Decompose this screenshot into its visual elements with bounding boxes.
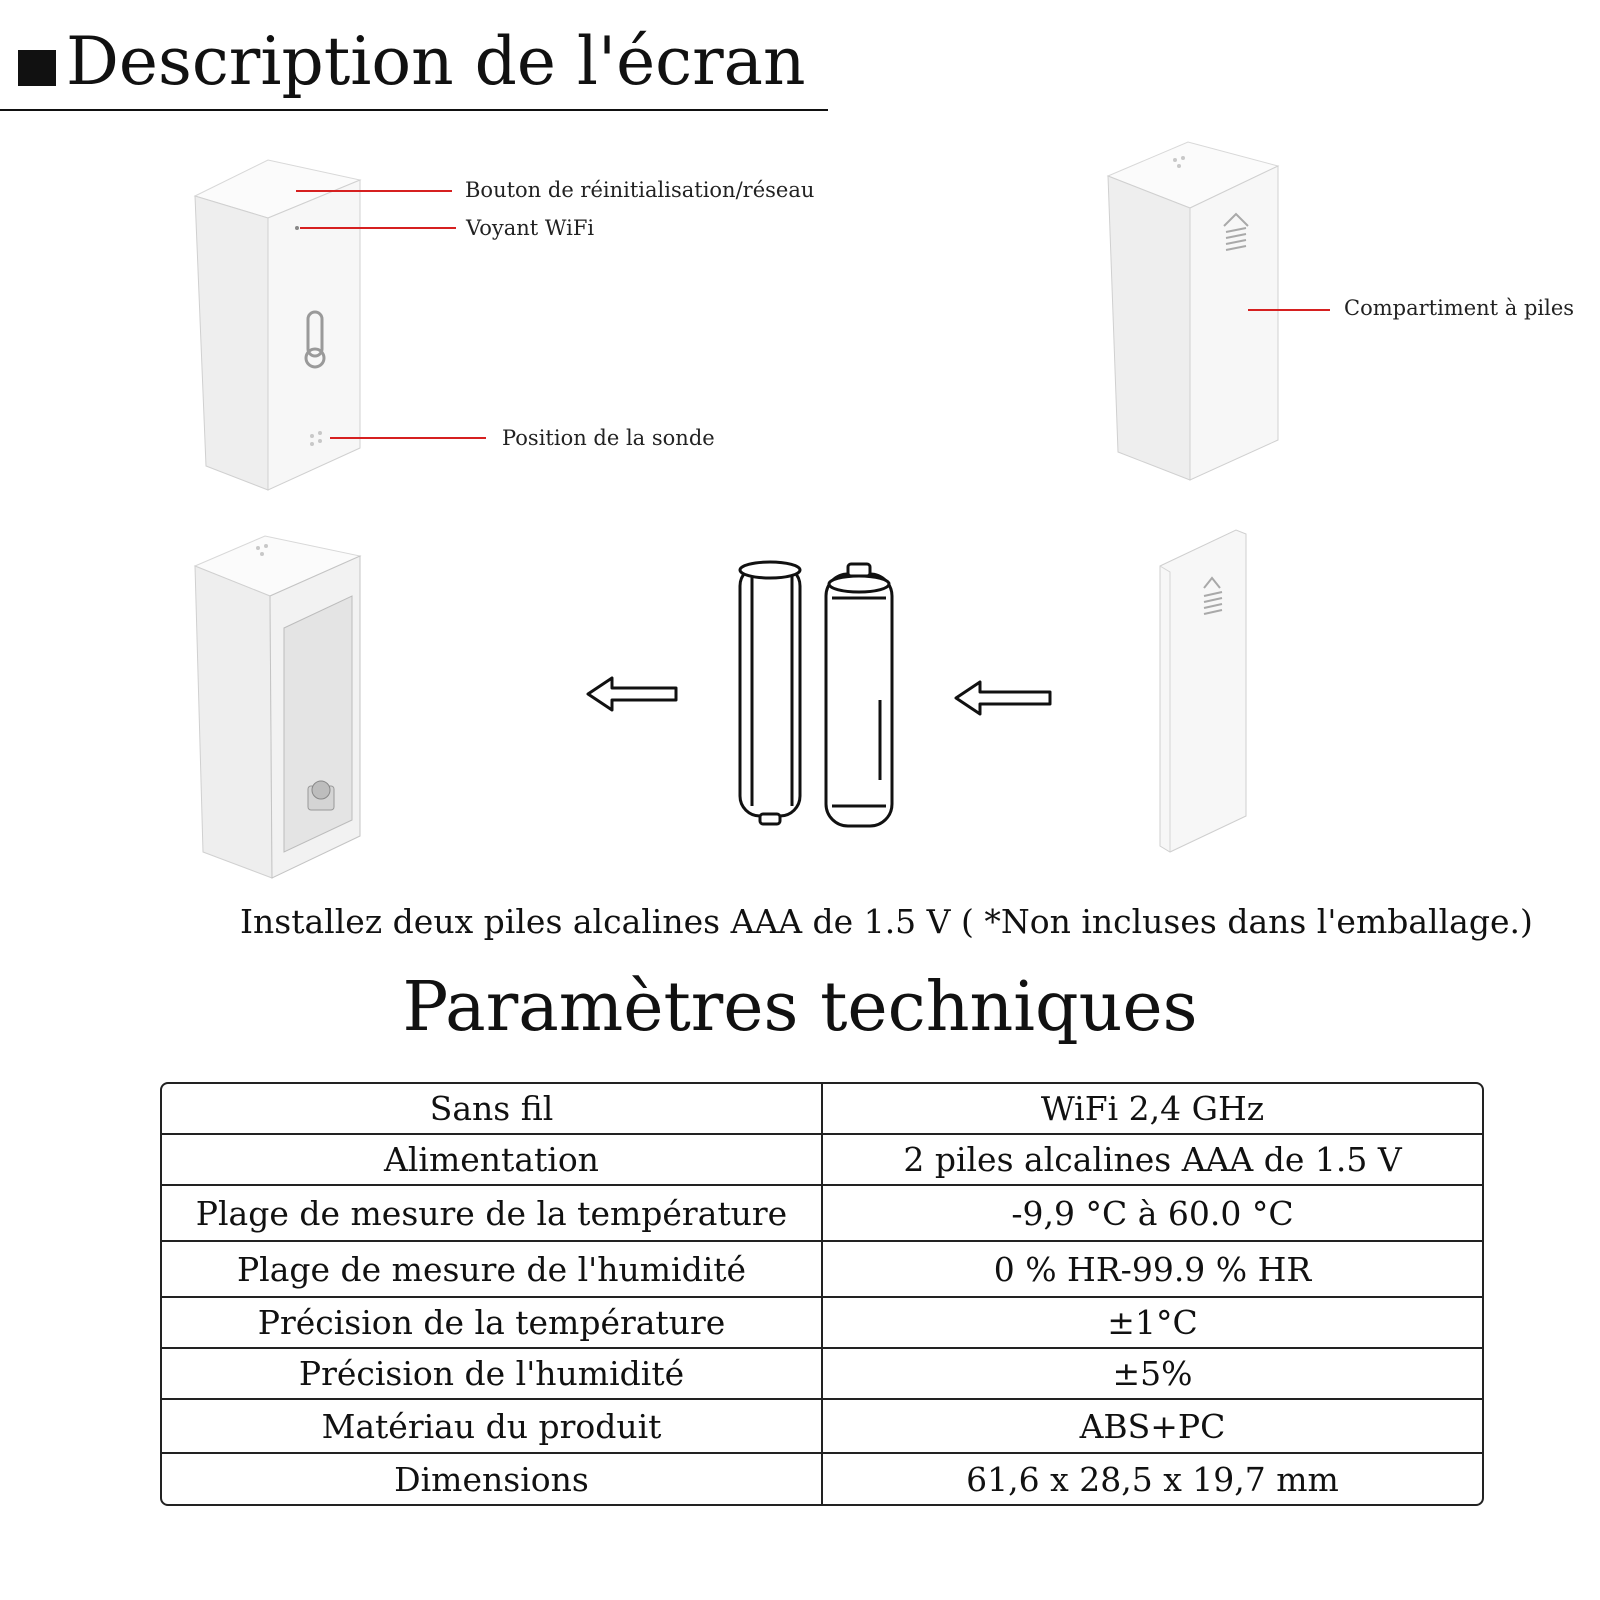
battery-compartment-label: Compartiment à piles bbox=[1344, 296, 1575, 320]
spec-value: -9,9 °C à 60.0 °C bbox=[823, 1186, 1482, 1242]
installation-caption: Installez deux piles alcalines AAA de 1.5 V ( *Non incluses dans l'emballage.) bbox=[240, 902, 1533, 941]
table-row bbox=[162, 1298, 1482, 1349]
wifi-led-label: Voyant WiFi bbox=[466, 216, 595, 240]
spec-value: ±1°C bbox=[823, 1298, 1482, 1349]
spec-label: Plage de mesure de la température bbox=[162, 1186, 823, 1242]
spec-label: Sans fil bbox=[162, 1084, 823, 1135]
table-row bbox=[162, 1186, 1482, 1242]
reset-button-label: Bouton de réinitialisation/réseau bbox=[465, 178, 815, 202]
table-row bbox=[162, 1135, 1482, 1186]
table-row bbox=[162, 1242, 1482, 1298]
spec-value: ABS+PC bbox=[823, 1400, 1482, 1454]
spec-value: 61,6 x 28,5 x 19,7 mm bbox=[966, 1459, 1339, 1499]
table-row bbox=[162, 1400, 1482, 1454]
spec-value: 2 piles alcalines AAA de 1.5 V bbox=[823, 1135, 1482, 1186]
spec-value: ±5% bbox=[823, 1349, 1482, 1400]
arrow-left-icon-2 bbox=[956, 682, 1050, 714]
arrow-left-icon bbox=[588, 678, 676, 710]
spec-label: Précision de la température bbox=[162, 1298, 823, 1349]
spec-label: Matériau du produit bbox=[162, 1400, 823, 1454]
spec-label: Plage de mesure de l'humidité bbox=[162, 1242, 823, 1298]
spec-value: 0 % HR-99.9 % HR bbox=[823, 1242, 1482, 1298]
table-row bbox=[162, 1454, 1482, 1504]
aaa-battery-icon-1 bbox=[740, 562, 800, 824]
table-row bbox=[162, 1349, 1482, 1400]
specs-table bbox=[160, 1082, 1484, 1506]
spec-label: Dimensions bbox=[162, 1454, 823, 1504]
device-open-view bbox=[195, 536, 360, 878]
header-title: Description de l'écran bbox=[66, 23, 806, 100]
battery-cover-view bbox=[1160, 530, 1246, 852]
aaa-battery-icon-2 bbox=[826, 564, 892, 826]
spec-value: WiFi 2,4 GHz bbox=[823, 1084, 1482, 1135]
specs-title: Paramètres techniques bbox=[402, 968, 1198, 1047]
table-row bbox=[162, 1084, 1482, 1135]
spec-label: Précision de l'humidité bbox=[162, 1349, 823, 1400]
wifi-led-icon bbox=[295, 226, 299, 230]
spec-label: Alimentation bbox=[162, 1135, 823, 1186]
device-front-view bbox=[195, 160, 360, 490]
probe-position-label: Position de la sonde bbox=[502, 426, 715, 450]
